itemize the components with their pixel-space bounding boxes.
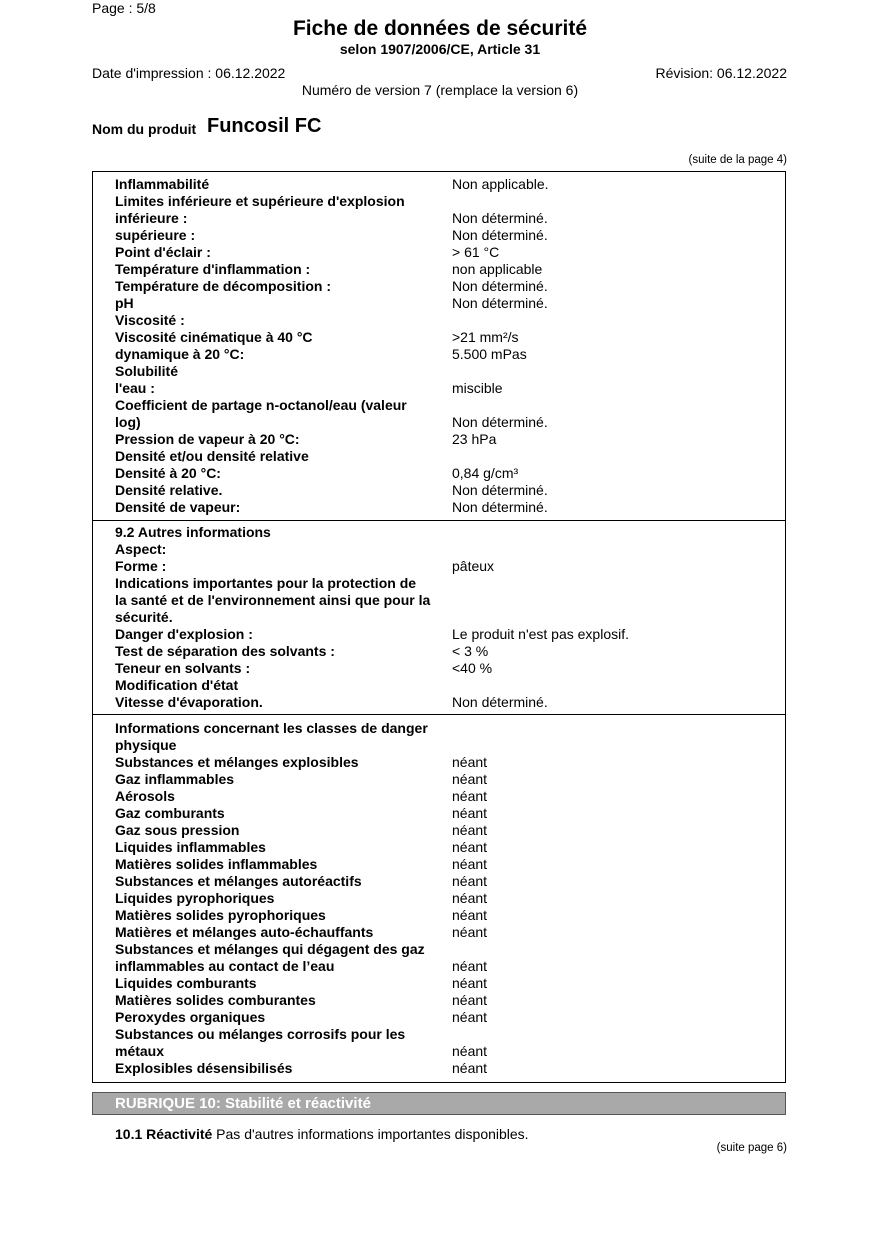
property-label: dynamique à 20 °C: [115, 346, 245, 362]
table-row [115, 924, 775, 941]
table-row [115, 660, 775, 677]
property-label: Forme : [115, 558, 167, 574]
property-value: néant [452, 1009, 488, 1025]
property-value: Le produit n'est pas explosif. [452, 626, 630, 642]
property-label: Aspect: [115, 541, 167, 557]
table-row [115, 754, 775, 771]
table-row [115, 312, 775, 329]
property-label: Gaz inflammables [115, 771, 235, 787]
property-label: Modification d'état [115, 677, 239, 693]
table-row [115, 822, 775, 839]
property-value: 5.500 mPas [452, 346, 527, 362]
table-row [115, 856, 775, 873]
property-label: inflammables au contact de l’eau [115, 958, 335, 974]
table-row [115, 890, 775, 907]
section-10-heading [92, 1092, 786, 1115]
property-label: Inflammabilité [115, 176, 210, 192]
property-label: Teneur en solvants : [115, 660, 251, 676]
property-label: sécurité. [115, 609, 173, 625]
property-value: Non déterminé. [452, 499, 548, 515]
reactivity-label: 10.1 Réactivité [115, 1126, 213, 1142]
property-label: Matières et mélanges auto-échauffants [115, 924, 374, 940]
property-label: log) [115, 414, 141, 430]
property-value: 23 hPa [452, 431, 497, 447]
property-label: 9.2 Autres informations [115, 524, 271, 540]
continued-to-note: (suite page 6) [716, 1142, 787, 1154]
table-row [115, 465, 775, 482]
property-label: supérieure : [115, 227, 196, 243]
property-value: 0,84 g/cm³ [452, 465, 519, 481]
property-value: pâteux [452, 558, 495, 574]
table-row [115, 694, 775, 711]
property-label: Substances et mélanges qui dégagent des gaz [115, 941, 425, 957]
property-value: Non applicable. [452, 176, 549, 192]
reactivity-text: Pas d'autres informations importantes disponibles. [212, 1126, 529, 1142]
property-label: Pression de vapeur à 20 °C: [115, 431, 300, 447]
property-value: < 3 % [452, 643, 489, 659]
property-value: néant [452, 873, 488, 889]
property-label: Indications importantes pour la protection de [115, 575, 417, 591]
physical-properties-table [92, 171, 786, 521]
property-label: Densité de vapeur: [115, 499, 241, 515]
property-value: néant [452, 822, 488, 838]
property-label: Substances et mélanges autoréactifs [115, 873, 362, 889]
table-row [115, 975, 775, 992]
document-title: Fiche de données de sécurité [292, 17, 588, 40]
revision-date: Révision: 06.12.2022 [655, 65, 787, 81]
property-label: Peroxydes organiques [115, 1009, 266, 1025]
property-value: Non déterminé. [452, 482, 548, 498]
property-value: néant [452, 975, 488, 991]
table-row [115, 771, 775, 788]
table-row [115, 907, 775, 924]
property-label: métaux [115, 1043, 165, 1059]
property-label: Coefficient de partage n-octanol/eau (valeur [115, 397, 407, 413]
product-name-label: Nom du produit [92, 121, 197, 137]
property-label: Matières solides comburantes [115, 992, 316, 1008]
table-row [115, 397, 775, 414]
property-label: Viscosité : [115, 312, 185, 328]
property-value: néant [452, 958, 488, 974]
property-label: Substances ou mélanges corrosifs pour les [115, 1026, 406, 1042]
table-row [115, 380, 775, 397]
property-label: Substances et mélanges explosibles [115, 754, 359, 770]
property-value: néant [452, 805, 488, 821]
table-row [115, 295, 775, 312]
table-row [115, 941, 775, 958]
table-row [115, 363, 775, 380]
property-value: Non déterminé. [452, 694, 548, 710]
property-label: l'eau : [115, 380, 155, 396]
table-row [115, 346, 775, 363]
table-row [115, 643, 775, 660]
property-label: Informations concernant les classes de danger [115, 720, 428, 736]
property-value: miscible [452, 380, 503, 396]
table-row [115, 575, 775, 592]
table-row [115, 193, 775, 210]
property-value: Non déterminé. [452, 227, 548, 243]
hazard-classes-table [92, 714, 786, 1083]
property-label: Liquides pyrophoriques [115, 890, 275, 906]
property-label: Test de séparation des solvants : [115, 643, 335, 659]
property-label: Gaz comburants [115, 805, 225, 821]
table-row [115, 278, 775, 295]
property-value: <40 % [452, 660, 493, 676]
table-row [115, 558, 775, 575]
property-label: Limites inférieure et supérieure d'explosion [115, 193, 405, 209]
reactivity-paragraph [115, 1126, 529, 1142]
table-row [115, 1026, 775, 1043]
print-date: Date d'impression : 06.12.2022 [92, 65, 286, 81]
table-row [115, 329, 775, 346]
table-row [115, 720, 775, 737]
table-row [115, 210, 775, 227]
property-value: néant [452, 924, 488, 940]
property-value: néant [452, 754, 488, 770]
version-number: Numéro de version 7 (remplace la version 6) [301, 82, 579, 98]
property-value: néant [452, 1060, 488, 1076]
table-row [115, 1060, 775, 1077]
document-subtitle: selon 1907/2006/CE, Article 31 [339, 41, 541, 57]
table-row [115, 805, 775, 822]
property-value: néant [452, 1043, 488, 1059]
property-label: Solubilité [115, 363, 178, 379]
property-value: non applicable [452, 261, 543, 277]
table-row [115, 448, 775, 465]
table-row [115, 227, 775, 244]
property-label: Température de décomposition : [115, 278, 331, 294]
property-label: physique [115, 737, 177, 753]
property-label: Densité et/ou densité relative [115, 448, 309, 464]
property-value: néant [452, 839, 488, 855]
property-label: Densité à 20 °C: [115, 465, 221, 481]
property-label: Matières solides pyrophoriques [115, 907, 326, 923]
table-row [115, 524, 775, 541]
table-row [115, 176, 775, 193]
table-row [115, 261, 775, 278]
table-row [115, 873, 775, 890]
table-row [115, 992, 775, 1009]
table-row [115, 482, 775, 499]
property-value: Non déterminé. [452, 278, 548, 294]
table-row [115, 541, 775, 558]
property-label: pH [115, 295, 134, 311]
property-value: néant [452, 907, 488, 923]
property-label: Température d'inflammation : [115, 261, 311, 277]
property-label: Vitesse d'évaporation. [115, 694, 263, 710]
table-row [115, 626, 775, 643]
property-value: néant [452, 788, 488, 804]
table-row [115, 414, 775, 431]
property-value: néant [452, 992, 488, 1008]
continued-from-note: (suite de la page 4) [688, 154, 787, 166]
property-label: Aérosols [115, 788, 175, 804]
table-row [115, 677, 775, 694]
other-information-table [92, 520, 786, 715]
property-label: Point d'éclair : [115, 244, 211, 260]
table-row [115, 839, 775, 856]
property-label: inférieure : [115, 210, 188, 226]
property-label: Danger d'explosion : [115, 626, 253, 642]
property-value: néant [452, 856, 488, 872]
table-row [115, 244, 775, 261]
product-name: Funcosil FC [207, 115, 322, 137]
property-value: Non déterminé. [452, 414, 548, 430]
property-label: la santé et de l'environnement ainsi que pour la [115, 592, 431, 608]
table-row [115, 788, 775, 805]
property-label: Matières solides inflammables [115, 856, 318, 872]
page-number: Page : 5/8 [92, 0, 156, 16]
table-row [115, 609, 775, 626]
property-label: Explosibles désensibilisés [115, 1060, 293, 1076]
property-value: néant [452, 890, 488, 906]
property-label: Viscosité cinématique à 40 °C [115, 329, 313, 345]
table-row [115, 1009, 775, 1026]
table-row [115, 737, 775, 754]
property-label: Liquides inflammables [115, 839, 266, 855]
table-row [115, 1043, 775, 1060]
property-value: > 61 °C [452, 244, 500, 260]
property-value: >21 mm²/s [452, 329, 519, 345]
property-label: Gaz sous pression [115, 822, 240, 838]
table-row [115, 431, 775, 448]
property-value: néant [452, 771, 488, 787]
table-row [115, 592, 775, 609]
property-label: Densité relative. [115, 482, 223, 498]
property-value: Non déterminé. [452, 210, 548, 226]
property-label: Liquides comburants [115, 975, 257, 991]
section-10-title: RUBRIQUE 10: Stabilité et réactivité [115, 1095, 371, 1112]
table-row [115, 499, 775, 516]
property-value: Non déterminé. [452, 295, 548, 311]
table-row [115, 958, 775, 975]
